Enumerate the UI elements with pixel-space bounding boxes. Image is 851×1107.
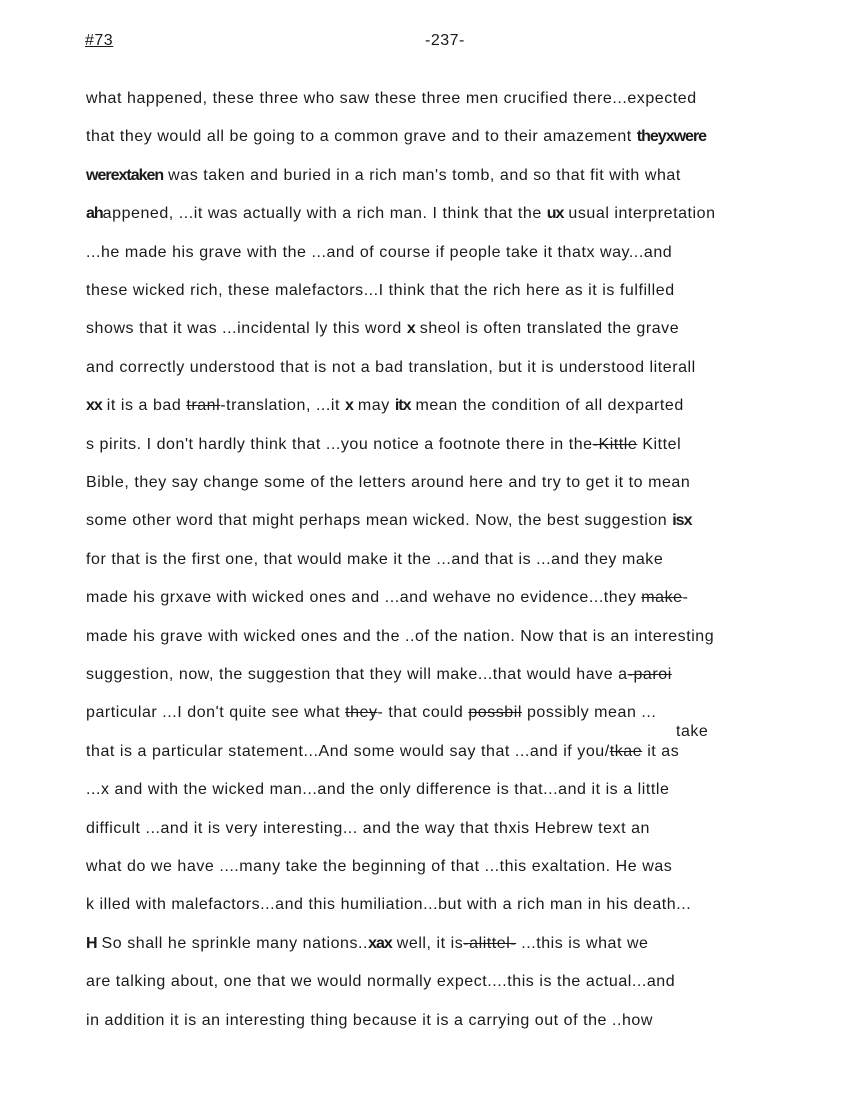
overtyped-text: x	[345, 397, 353, 415]
document-number: #73	[85, 32, 114, 49]
text-segment: particular ...I don't quite see what	[86, 704, 346, 722]
text-line	[86, 473, 690, 493]
text-line	[86, 243, 672, 263]
text-segment: what happened, these three who saw these three men crucified there...expected	[86, 90, 697, 107]
overtyped-text: xx	[86, 397, 102, 415]
text-line	[86, 857, 672, 877]
text-line	[86, 665, 672, 685]
text-segment: - that could	[377, 704, 469, 722]
text-line	[86, 396, 684, 416]
text-segment: So shall he sprinkle many nations..	[96, 934, 369, 952]
struck-text: tranl	[186, 397, 221, 415]
overtyped-text: theyxwere	[636, 128, 707, 146]
overtyped-text: x	[406, 320, 415, 338]
text-segment: sheol is often translated the grave	[414, 320, 680, 338]
text-line	[86, 588, 688, 608]
text-line	[86, 319, 679, 339]
overtyped-text: werextaken	[86, 166, 164, 184]
text-segment: it is a bad	[101, 397, 187, 415]
text-segment: that is a particular statement...And some would say that ...and if you/	[86, 742, 610, 760]
text-segment: shows that it was ...incidental ly this word	[86, 320, 407, 338]
text-segment: k illed with malefactors...and this humiliation...but with a rich man in his death...	[86, 896, 692, 914]
overtyped-text: xax	[368, 934, 392, 952]
text-segment: suggestion, now, the suggestion that they will make...that would have a	[86, 666, 628, 683]
text-segment: for that is the first one, that would make it the ...and that is ...and they make	[86, 550, 664, 568]
text-line	[86, 511, 691, 531]
text-segment: may	[352, 397, 395, 415]
text-line	[86, 972, 675, 992]
text-segment: difficult ...and it is very interesting... and the way that thxis Hebrew text an	[86, 819, 650, 837]
text-line	[86, 204, 716, 224]
text-segment: what do we have ....many take the beginning of that ...this exaltation. He was	[86, 858, 673, 875]
text-segment: are talking about, one that we would normally expect....this is the actual...and	[86, 973, 676, 991]
overtyped-text: ux	[546, 205, 564, 223]
struck-text: make	[641, 589, 683, 607]
text-line	[86, 166, 681, 186]
text-line	[86, 819, 650, 839]
overtyped-text: H	[86, 934, 97, 952]
text-segment: possibly mean ...	[521, 704, 657, 722]
text-line	[86, 281, 675, 301]
struck-text: they	[345, 704, 378, 722]
text-segment: Kittel	[637, 435, 682, 453]
page-number: -237-	[425, 32, 465, 49]
struck-text: possbil	[468, 704, 522, 722]
struck-text: -alittel-	[463, 934, 517, 952]
text-segment: in addition it is an interesting thing because it is a carrying out of the ..how	[86, 1011, 653, 1029]
text-line	[86, 435, 681, 455]
text-segment: that they would all be going to a common grave and to their amazement	[86, 128, 637, 146]
text-line	[86, 127, 706, 147]
struck-text: -Kittle	[592, 435, 638, 453]
text-segment: ...this is what we	[516, 934, 649, 952]
text-segment: and correctly understood that is not a bad translation, but it is understood literall	[86, 358, 696, 376]
text-segment: well, it is	[391, 934, 464, 952]
text-segment: was taken and buried in a rich man's tomb, and so that fit with what	[163, 166, 681, 184]
struck-text: -paroi	[627, 666, 672, 683]
text-segment: usual interpretation	[563, 205, 716, 223]
text-line	[86, 703, 656, 723]
text-segment: made his grave with wicked ones and the ..of the nation. Now that is an interesting	[86, 627, 715, 645]
overtyped-text: itx	[394, 397, 411, 415]
text-line	[86, 934, 649, 954]
text-segment: mean the condition of all dexparted	[410, 397, 684, 415]
text-line	[86, 895, 691, 915]
text-segment: these wicked rich, these malefactors...I think that the rich here as it is fulfilled	[86, 282, 675, 299]
text-line	[86, 1011, 653, 1031]
text-line	[86, 742, 679, 762]
text-segment: appened, ...it was actually with a rich man. I think that the	[102, 205, 547, 223]
text-segment: some other word that might perhaps mean wicked. Now, the best suggestion	[86, 512, 673, 530]
text-segment: -translation, ...it	[220, 397, 346, 415]
struck-text: tkae	[609, 742, 643, 760]
text-segment: Bible, they say change some of the letters around here and try to get it to mean	[86, 474, 691, 491]
text-segment: made his grxave with wicked ones and ...and wehave no evidence...they	[86, 589, 642, 607]
overtyped-text: ah	[86, 205, 103, 223]
text-line	[86, 627, 714, 647]
overtyped-text: isx	[672, 512, 692, 530]
text-segment: it as	[642, 742, 680, 760]
text-line	[86, 89, 697, 109]
text-segment: ...x and with the wicked man...and the only difference is that...and it is a little	[86, 781, 670, 799]
interlinear-insertion: take	[676, 723, 709, 740]
text-line	[86, 550, 663, 570]
text-line	[86, 780, 669, 800]
text-segment: ...he made his grave with the ...and of course if people take it thatx way...and	[86, 243, 673, 261]
text-line	[86, 358, 696, 378]
text-segment: -	[682, 589, 689, 607]
text-segment: s pirits. I don't hardly think that ...you notice a footnote there in the	[86, 435, 593, 453]
